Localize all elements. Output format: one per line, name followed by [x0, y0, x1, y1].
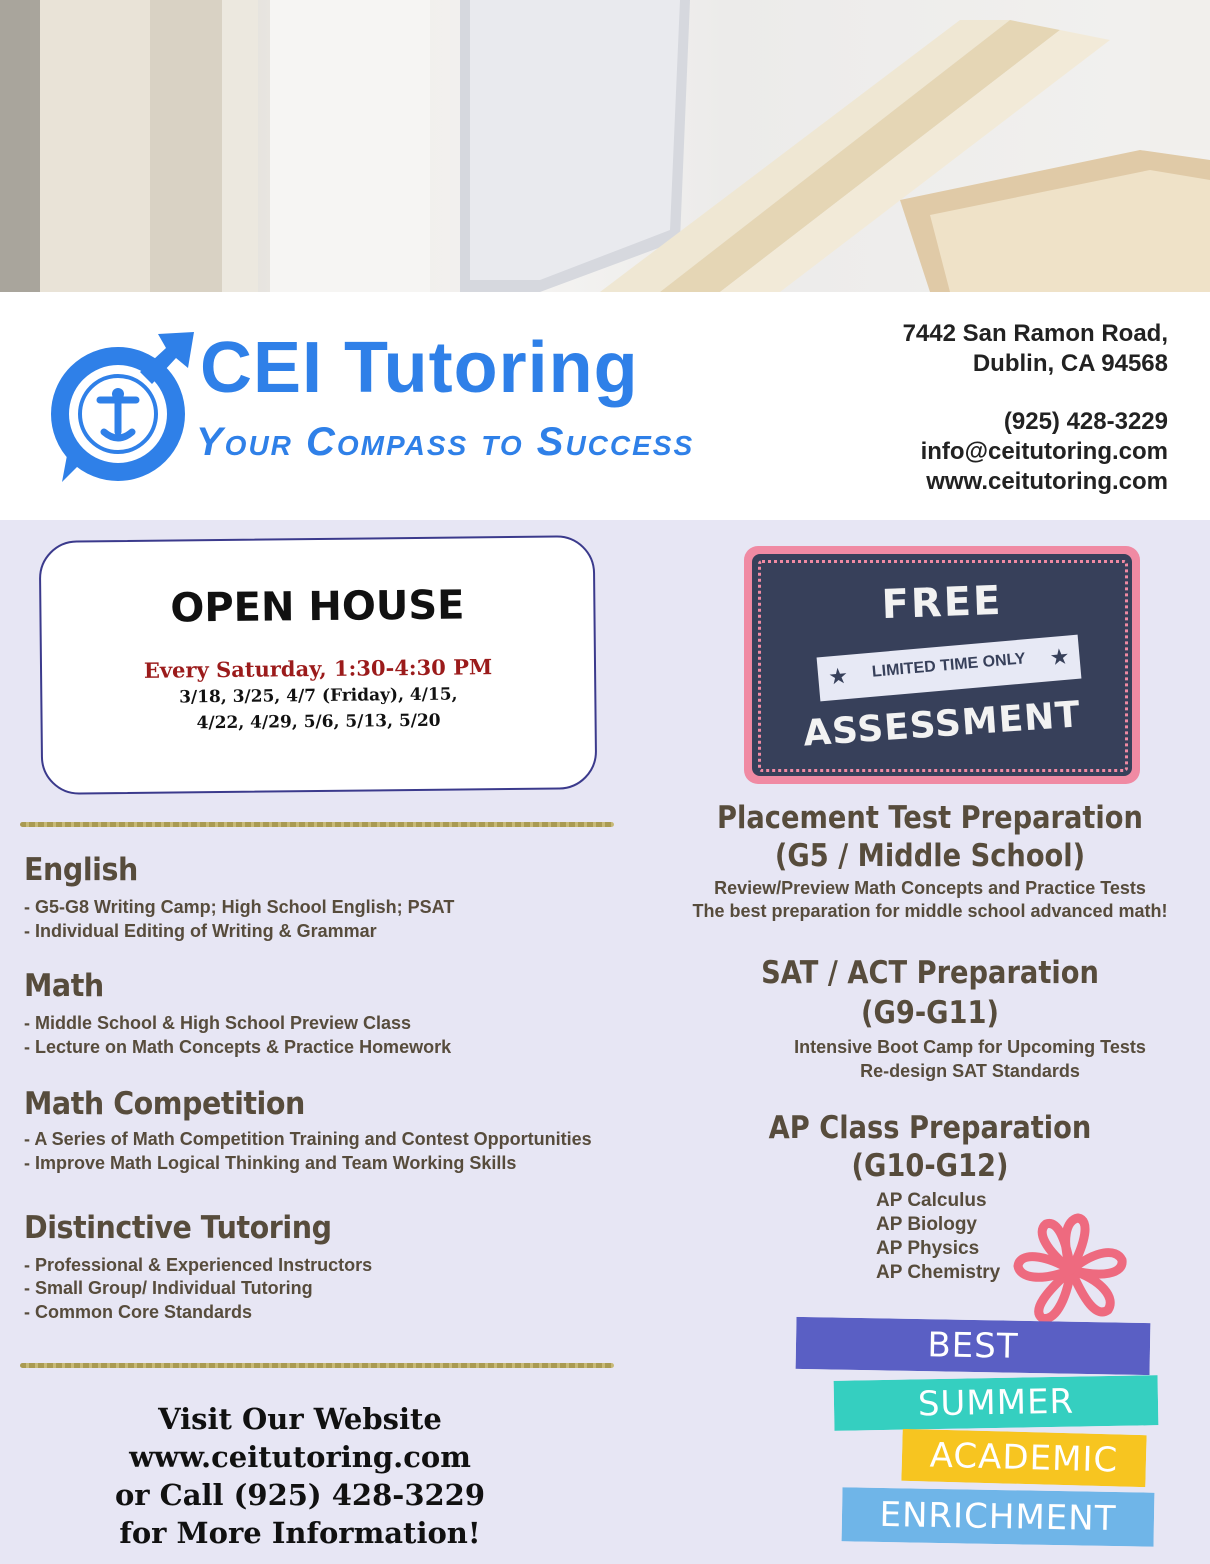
banner-enrichment — [842, 1487, 1155, 1546]
header — [0, 292, 1210, 520]
banner-academic — [901, 1429, 1146, 1487]
service-line: - Common Core Standards — [24, 1302, 253, 1322]
books-illustration — [0, 0, 1210, 292]
flower-icon — [1006, 1210, 1136, 1330]
divider-top — [20, 822, 614, 827]
service-line: - Middle School & High School Preview Class — [24, 1013, 412, 1033]
banner-enrichment-text: ENRICHMENT — [879, 1494, 1117, 1540]
service-title-distinctive-tutoring: Distinctive Tutoring — [24, 1210, 332, 1246]
star-icon: ★ — [1048, 643, 1071, 671]
brand-tagline: Your Compass to Success — [196, 420, 695, 464]
free-assessment-badge — [744, 546, 1140, 784]
banner-academic-text: ACADEMIC — [929, 1435, 1119, 1481]
address-line1: 7442 San Ramon Road, — [902, 320, 1168, 347]
banner-best — [796, 1317, 1151, 1375]
service-title-math: Math — [24, 968, 104, 1004]
compass-logo-icon — [48, 332, 198, 482]
badge-free-text: FREE — [880, 577, 1004, 629]
address-line2: Dublin, CA 94568 — [972, 350, 1168, 377]
website-link[interactable]: www.ceitutoring.com — [926, 468, 1168, 495]
placement-subtitle: (G5 / Middle School) — [774, 838, 1086, 874]
open-house-title: OPEN HOUSE — [170, 582, 465, 632]
open-house-schedule: Every Saturday, 1:30-4:30 PM — [143, 654, 493, 683]
sat-subtitle: (G9-G11) — [861, 995, 999, 1031]
banner-best-text: BEST — [927, 1325, 1019, 1367]
phone-number[interactable]: (925) 428-3229 — [1003, 408, 1168, 435]
open-house-card — [39, 535, 598, 795]
banner-summer-text: SUMMER — [917, 1381, 1075, 1425]
service-line: - Improve Math Logical Thinking and Team Working Skills — [24, 1153, 517, 1173]
service-line: - G5-G8 Writing Camp; High School English; PSAT — [24, 897, 455, 917]
cta-website[interactable]: www.ceitutoring.com — [129, 1440, 471, 1474]
ap-course: AP Chemistry — [876, 1262, 1001, 1283]
service-line: - Small Group/ Individual Tutoring — [24, 1278, 313, 1298]
star-icon: ★ — [827, 662, 850, 690]
sat-line2: Re-design SAT Standards — [860, 1061, 1080, 1081]
banner-summer — [834, 1375, 1159, 1431]
placement-title: Placement Test Preparation — [717, 800, 1143, 836]
ap-course: AP Calculus — [876, 1190, 987, 1211]
badge-inner — [752, 554, 1132, 776]
open-house-dates-line1: 3/18, 3/25, 4/7 (Friday), 4/15, — [179, 684, 458, 708]
ap-course: AP Physics — [876, 1238, 980, 1259]
service-line: - A Series of Math Competition Training and Contest Opportunities — [24, 1129, 592, 1149]
ap-title: AP Class Preparation — [768, 1110, 1092, 1146]
sat-title: SAT / ACT Preparation — [761, 955, 1099, 991]
hero-books-photo — [0, 0, 1210, 292]
placement-line1: Review/Preview Math Concepts and Practice Tests — [714, 878, 1146, 898]
ap-course: AP Biology — [876, 1214, 977, 1235]
ap-subtitle: (G10-G12) — [851, 1148, 1009, 1184]
cta-phone[interactable]: or Call (925) 428-3229 — [114, 1478, 486, 1512]
email-link[interactable]: info@ceitutoring.com — [920, 438, 1168, 465]
service-line: - Individual Editing of Writing & Grammar — [24, 921, 377, 941]
limited-time-text: LIMITED TIME ONLY — [871, 650, 1027, 681]
placement-line2: The best preparation for middle school advanced math! — [692, 901, 1168, 921]
sat-line1: Intensive Boot Camp for Upcoming Tests — [794, 1037, 1146, 1057]
cta-line1: Visit Our Website — [158, 1402, 442, 1436]
divider-bottom — [20, 1363, 614, 1368]
brand-name: CEI Tutoring — [200, 328, 639, 408]
service-title-math-competition: Math Competition — [24, 1086, 305, 1122]
service-line: - Lecture on Math Concepts & Practice Homework — [24, 1037, 452, 1057]
service-title-english: English — [24, 852, 138, 888]
cta-line4: for More Information! — [119, 1516, 481, 1550]
badge-assessment-text: ASSESSMENT — [801, 694, 1083, 755]
service-line: - Professional & Experienced Instructors — [24, 1255, 373, 1275]
open-house-dates-line2: 4/22, 4/29, 5/6, 5/13, 5/20 — [196, 710, 441, 734]
